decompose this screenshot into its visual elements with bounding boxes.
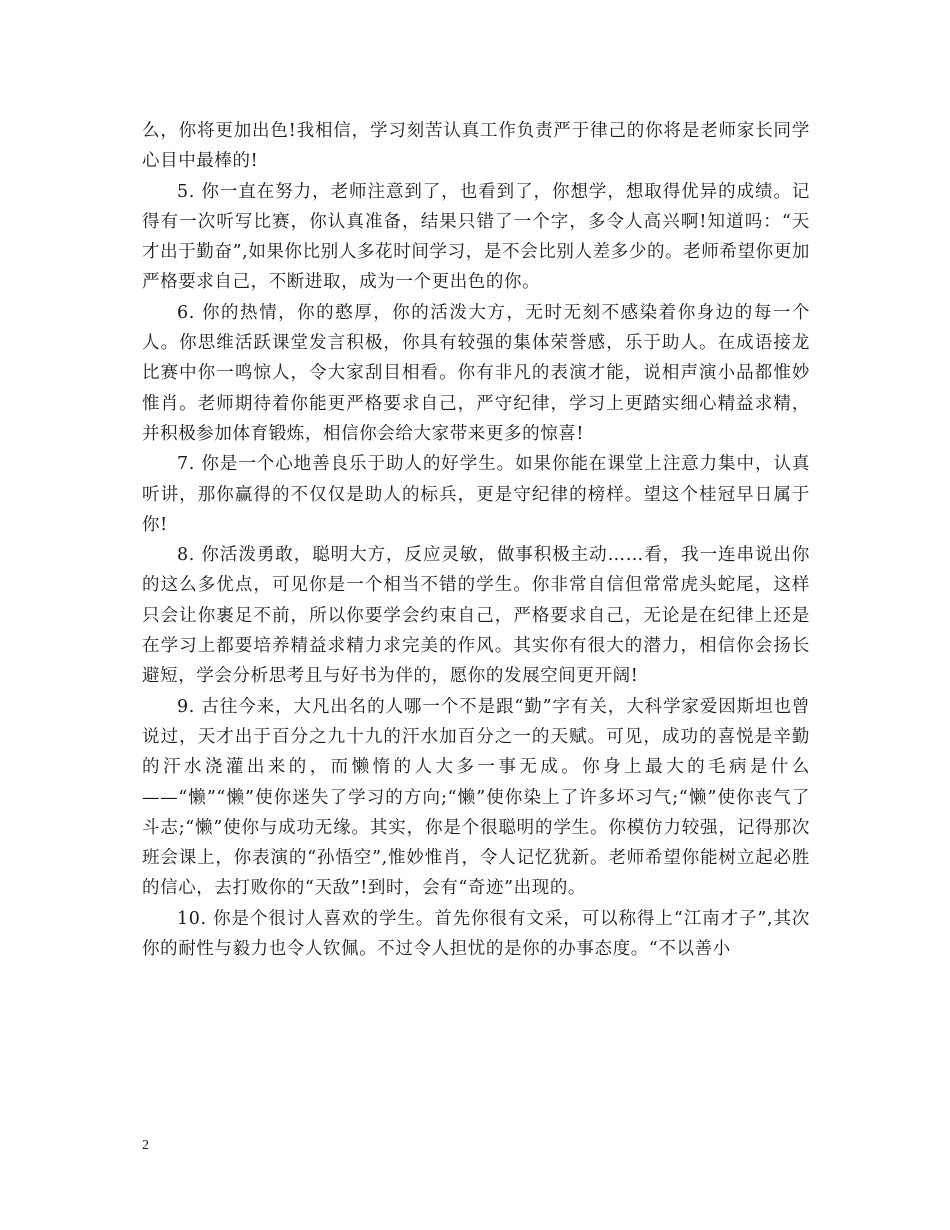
paragraph-item-7: 7. 你是一个心地善良乐于助人的好学生。如果你能在课堂上注意力集中，认真听讲，那你赢得的不仅仅是助人的标兵，更是守纪律的榜样。望这个桂冠早日属于你! (142, 454, 810, 535)
document-body (142, 116, 810, 964)
paragraph-item-10: 10. 你是个很讨人喜欢的学生。首先你很有文采，可以称得上“江南才子”,其次你的耐性与毅力也令人钦佩。不过令人担忧的是你的办事态度。“不以善小 (142, 908, 810, 960)
paragraph-item-6: 6. 你的热情，你的憨厚，你的活泼大方，无时无刻不感染着你身边的每一个人。你思维活跃课堂发言积极，你具有较强的集体荣誉感，乐于助人。在成语接龙比赛中你一鸣惊人，令大家刮目相看。你有非凡的表演才能，说相声演小品都惟妙惟肖。老师期待着你能更严格要求自己，严守纪律，学习上更踏实细心精益求精，并积极参加体育锻炼，相信你会给大家带来更多的惊喜! (142, 302, 810, 444)
page-number: 2 (142, 1138, 149, 1153)
paragraph-item-9: 9. 古往今来，大凡出名的人哪一个不是跟“勤”字有关，大科学家爱因斯坦也曾说过，天才出于百分之九十九的汗水加百分之一的天赋。可见，成功的喜悦是辛勤的汗水浇灌出来的，而懒惰的人大多一事无成。你身上最大的毛病是什么——“懒”“懒”使你迷失了学习的方向;“懒”使你染上了许多坏习气;“懒”使你丧气了斗志;“懒”使你与成功无缘。其实，你是个很聪明的学生。你模仿力较强，记得那次班会课上，你表演的“孙悟空”,惟妙惟肖，令人记忆犹新。老师希望你能树立起必胜的信心，去打败你的“天敌”!到时，会有“奇迹”出现的。 (142, 696, 810, 899)
paragraph-item-8: 8. 你活泼勇敢，聪明大方，反应灵敏，做事积极主动……看，我一连串说出你的这么多优点，可见你是一个相当不错的学生。你非常自信但常常虎头蛇尾，这样只会让你裹足不前，所以你要学会约束自己，严格要求自己，无论是在纪律上还是在学习上都要培养精益求精力求完美的作风。其实你有很大的潜力，相信你会扬长避短，学会分析思考且与好书为伴的，愿你的发展空间更开阔! (142, 545, 810, 687)
paragraph-item-5: 5. 你一直在努力，老师注意到了，也看到了，你想学，想取得优异的成绩。记得有一次听写比赛，你认真准备，结果只错了一个字，多令人高兴啊!知道吗：“天才出于勤奋”,如果你比别人多花时间学习，是不会比别人差多少的。老师希望你更加严格要求自己，不断进取，成为一个更出色的你。 (142, 181, 810, 293)
paragraph-continuation: 么，你将更加出色!我相信，学习刻苦认真工作负责严于律己的你将是老师家长同学心目中最棒的! (142, 121, 810, 172)
